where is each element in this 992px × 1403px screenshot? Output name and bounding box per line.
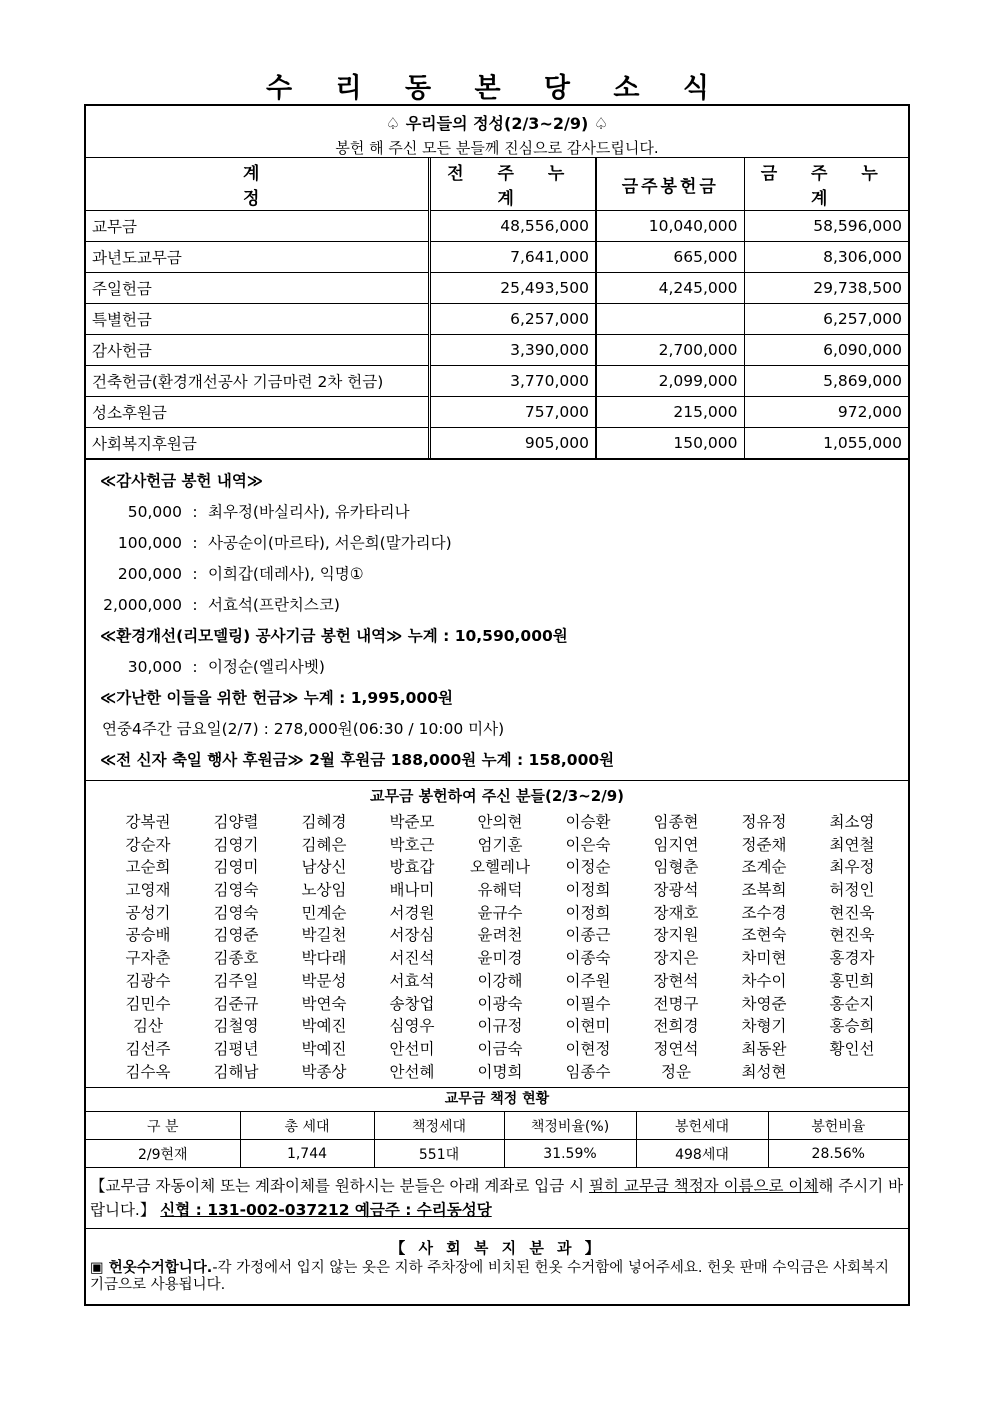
donor-name: 김민수 [125, 994, 171, 1013]
donor-name: 김영숙 [213, 881, 259, 900]
cumulative: 6,090,000 [744, 335, 908, 366]
account-name: 특별헌금 [86, 304, 429, 335]
donor-name: 전명구 [653, 994, 699, 1013]
donor-name: 차형기 [741, 1017, 787, 1036]
col-header: 구 분 [86, 1112, 240, 1140]
table-cell: 1,744 [240, 1140, 374, 1168]
account-name: 사회복지후원금 [86, 428, 429, 459]
cumulative: 6,257,000 [744, 304, 908, 335]
table-cell: 551대 [374, 1140, 504, 1168]
account-name: 과년도교무금 [86, 242, 429, 273]
donor-name: 이광숙 [477, 994, 523, 1013]
donors-section [86, 780, 908, 1087]
donor-name: 최연철 [829, 835, 875, 854]
donor-name: 이현정 [565, 1039, 611, 1058]
donor-name: 이강해 [477, 971, 523, 990]
table-cell: 498세대 [636, 1140, 768, 1168]
this-week: 150,000 [596, 428, 744, 459]
welfare-bold: ▣ 헌옷수거합니다. [90, 1260, 213, 1277]
welfare-section [86, 1228, 908, 1304]
donor-name: 박연숙 [301, 994, 347, 1013]
col-header-prev: 전 주 누 계 [429, 158, 596, 211]
table-row [86, 366, 908, 397]
donor-name: 조수경 [741, 903, 787, 922]
list-item [86, 590, 908, 621]
list-item [86, 652, 908, 683]
donor-name: 조현숙 [741, 926, 787, 945]
this-week: 215,000 [596, 397, 744, 428]
account-text: 【교무금 자동이체 또는 계좌이체를 원하시는 분들은 아래 계좌로 입금 시 [90, 1177, 589, 1196]
donor-name: 박호근 [389, 835, 435, 854]
donor-name: 장재호 [653, 903, 699, 922]
table-row [86, 335, 908, 366]
account-name: 건축헌금(환경개선공사 기금마련 2차 헌금) [86, 366, 429, 397]
col-header-this: 금주봉헌금 [596, 158, 744, 211]
donor-name: 김영기 [213, 835, 259, 854]
donor-name: 조복희 [741, 881, 787, 900]
table-row [86, 1140, 908, 1168]
donor-names: 이희갑(데레사), 익명① [208, 565, 364, 583]
donor-name: 유해덕 [477, 881, 523, 900]
donor-name: 윤려천 [477, 926, 523, 945]
donor-name: 김준규 [213, 994, 259, 1013]
donor-name: 이종근 [565, 926, 611, 945]
donor-name: 이금숙 [477, 1039, 523, 1058]
donor-name: 윤규수 [477, 903, 523, 922]
page-title: 수 리 동 본 당 소 식 [266, 73, 726, 104]
cumulative: 1,055,000 [744, 428, 908, 459]
donor-name: 최성현 [741, 1062, 787, 1081]
account-text-end: 해 주시기 바랍니다.】 [90, 1177, 904, 1220]
table-row [86, 273, 908, 304]
offering-table [86, 158, 908, 458]
poor-heading: ≪가난한 이들을 위한 헌금≫ 누계 : 1,995,000원 [100, 689, 453, 707]
donor-name: 안선미 [389, 1039, 435, 1058]
welfare-content [90, 1260, 904, 1294]
donor-name: 민계순 [301, 903, 347, 922]
donors-grid [86, 811, 908, 1087]
donor-name: 김주일 [213, 971, 259, 990]
donor-name: 현진욱 [829, 926, 875, 945]
donor-name: 심영우 [389, 1017, 435, 1036]
separator: : [192, 503, 198, 521]
donor-name: 김철영 [213, 1017, 259, 1036]
table-cell: 2/9현재 [86, 1140, 240, 1168]
donor-name: 남상신 [301, 858, 347, 877]
col-header-total: 금 주 누 계 [744, 158, 908, 211]
donor-name: 박문성 [301, 971, 347, 990]
donor-name: 허정인 [829, 881, 875, 900]
prev-total: 6,257,000 [429, 304, 596, 335]
account-name: 감사헌금 [86, 335, 429, 366]
donor-name: 장지은 [653, 949, 699, 968]
assessment-table [86, 1112, 908, 1167]
donor-name: 박준모 [389, 813, 435, 831]
col-header-account: 계 정 [86, 158, 429, 211]
prev-total: 3,770,000 [429, 366, 596, 397]
donor-name: 김혜경 [301, 813, 347, 831]
donor-name: 서효석 [389, 971, 435, 990]
cumulative: 29,738,500 [744, 273, 908, 304]
col-header: 봉헌세대 [636, 1112, 768, 1140]
this-week: 665,000 [596, 242, 744, 273]
donor-name: 김혜은 [301, 835, 347, 854]
donor-name: 서장심 [389, 926, 435, 945]
donor-name: 김영숙 [213, 903, 259, 922]
donor-name: 안의현 [477, 813, 523, 831]
account-name: 주일헌금 [86, 273, 429, 304]
donor-name: 이필수 [565, 994, 611, 1013]
offering-header [86, 106, 908, 158]
thanks-heading: ≪감사헌금 봉헌 내역≫ [100, 472, 264, 490]
donor-name: 이현미 [565, 1017, 611, 1036]
table-row [86, 211, 908, 242]
donor-name: 송창업 [389, 994, 435, 1013]
donor-name: 임지연 [653, 835, 699, 854]
list-item [86, 497, 908, 528]
prev-total: 48,556,000 [429, 211, 596, 242]
prev-total: 25,493,500 [429, 273, 596, 304]
donor-name: 김광수 [125, 971, 171, 990]
donor-name: 이규정 [477, 1017, 523, 1036]
donor-names: 사공순이(마르타), 서은희(말가리다) [208, 534, 452, 552]
amount: 2,000,000 [103, 596, 182, 614]
donor-names: 서효석(프란치스코) [208, 596, 340, 614]
donor-name: 최우정 [829, 858, 875, 877]
donor-name: 홍순지 [829, 994, 875, 1013]
this-week: 10,040,000 [596, 211, 744, 242]
poor-line: 연중4주간 금요일(2/7) : 278,000원(06:30 / 10:00 미사) [102, 720, 505, 738]
assessment-title: 교무금 책정 현황 [86, 1088, 908, 1112]
cumulative: 5,869,000 [744, 366, 908, 397]
list-item [86, 559, 908, 590]
offering-details [86, 458, 908, 780]
donor-name: 박종상 [301, 1062, 347, 1081]
account-notice [86, 1167, 908, 1228]
donor-name: 김해남 [213, 1062, 259, 1081]
donor-name: 박다래 [301, 949, 347, 968]
table-row [86, 397, 908, 428]
donor-name: 오헬레나 [470, 858, 530, 877]
donor-name [808, 1061, 896, 1084]
separator: : [192, 565, 198, 583]
bank-account: 신협 : 131-002-037212 예금주 : 수리동성당 [160, 1201, 492, 1220]
donor-name: 차수이 [741, 971, 787, 990]
table-cell: 31.59% [504, 1140, 636, 1168]
cumulative: 972,000 [744, 397, 908, 428]
amount: 50,000 [127, 503, 182, 521]
donor-name: 공승배 [125, 926, 171, 945]
this-week: 2,099,000 [596, 366, 744, 397]
donor-name: 고영재 [125, 881, 171, 900]
donor-name: 황인선 [829, 1039, 875, 1058]
donor-name: 차영준 [741, 994, 787, 1013]
donor-name: 안선혜 [389, 1062, 435, 1081]
donor-name: 차미현 [741, 949, 787, 968]
newbie-heading: ≪전 신자 축일 행사 후원금≫ 2월 후원금 188,000원 누계 : 158,000원 [100, 751, 615, 769]
amount: 200,000 [117, 565, 182, 583]
donor-name: 배나미 [389, 881, 435, 900]
donor-name: 강복권 [125, 813, 171, 831]
this-week [596, 304, 744, 335]
this-week: 2,700,000 [596, 335, 744, 366]
donor-name: 김영준 [213, 926, 259, 945]
offering-subheading: 봉헌 해 주신 모든 분들께 진심으로 감사드립니다. [335, 139, 659, 157]
donor-name: 이승환 [565, 813, 611, 831]
donor-name: 방효갑 [389, 858, 435, 877]
donor-name: 임종현 [653, 813, 699, 831]
table-row [86, 428, 908, 459]
donor-name: 이주원 [565, 971, 611, 990]
amount: 100,000 [117, 534, 182, 552]
donor-name: 서경원 [389, 903, 435, 922]
donor-name: 정연석 [653, 1039, 699, 1058]
donor-name: 이정순 [565, 858, 611, 877]
prev-total: 3,390,000 [429, 335, 596, 366]
donor-name: 박예진 [301, 1017, 347, 1036]
donor-name: 최동완 [741, 1039, 787, 1058]
donor-name: 전희경 [653, 1017, 699, 1036]
donor-name: 장지원 [653, 926, 699, 945]
donor-names: 최우정(바실리사), 유카타리나 [208, 503, 410, 521]
remodel-heading: ≪환경개선(리모델링) 공사기금 봉헌 내역≫ 누계 : 10,590,000원 [100, 627, 568, 645]
prev-total: 757,000 [429, 397, 596, 428]
donor-name: 임형춘 [653, 858, 699, 877]
donor-name: 김종호 [213, 949, 259, 968]
donor-name: 서진석 [389, 949, 435, 968]
donor-name: 고순희 [125, 858, 171, 877]
donors-title: 교무금 봉헌하여 주신 분들(2/3~2/9) [369, 787, 625, 805]
table-cell: 28.56% [768, 1140, 908, 1168]
donor-name: 이정희 [565, 903, 611, 922]
donor-names: 이정순(엘리사벳) [208, 658, 325, 676]
donor-name: 이은숙 [565, 835, 611, 854]
account-name: 교무금 [86, 211, 429, 242]
donor-name: 홍경자 [829, 949, 875, 968]
col-header: 책정세대 [374, 1112, 504, 1140]
this-week: 4,245,000 [596, 273, 744, 304]
donor-name: 장광석 [653, 881, 699, 900]
donor-name: 홍승희 [829, 1017, 875, 1036]
donor-name: 정유정 [741, 813, 787, 831]
separator: : [192, 658, 198, 676]
donor-name: 김양렬 [213, 813, 259, 831]
account-text-underlined: 필히 교무금 책정자 이름으로 이체 [589, 1177, 819, 1196]
separator: : [192, 534, 198, 552]
prev-total: 7,641,000 [429, 242, 596, 273]
donor-name: 김수옥 [125, 1062, 171, 1081]
donor-name: 박길천 [301, 926, 347, 945]
prev-total: 905,000 [429, 428, 596, 459]
donor-name: 김평년 [213, 1039, 259, 1058]
donor-name: 이명희 [477, 1062, 523, 1081]
col-header: 총 세대 [240, 1112, 374, 1140]
separator: : [192, 596, 198, 614]
welfare-title: 【 사 회 복 지 분 과 】 [390, 1239, 604, 1258]
donor-name: 정운 [661, 1062, 691, 1081]
donor-name: 엄기훈 [477, 835, 523, 854]
account-name: 성소후원금 [86, 397, 429, 428]
donor-name: 김영미 [213, 858, 259, 877]
donor-name: 홍민희 [829, 971, 875, 990]
cumulative: 8,306,000 [744, 242, 908, 273]
assessment-section [86, 1087, 908, 1167]
donor-name: 윤미경 [477, 949, 523, 968]
donor-name: 장현석 [653, 971, 699, 990]
welfare-body: -각 가정에서 입지 않는 옷은 지하 주차장에 비치된 헌옷 수거함에 넣어주세요. 헌옷 판매 수익금은 사회복지 기금으로 사용됩니다. [90, 1260, 889, 1294]
donor-name: 조계순 [741, 858, 787, 877]
list-item [86, 528, 908, 559]
donor-name: 구자춘 [125, 949, 171, 968]
donor-name: 이정희 [565, 881, 611, 900]
table-row [86, 242, 908, 273]
donor-name: 김산 [133, 1017, 163, 1036]
donor-name: 정준채 [741, 835, 787, 854]
amount: 30,000 [127, 658, 182, 676]
col-header: 봉헌비율 [768, 1112, 908, 1140]
col-header: 책정비율(%) [504, 1112, 636, 1140]
bulletin-frame [84, 104, 910, 1306]
table-row [86, 304, 908, 335]
donor-name: 공성기 [125, 903, 171, 922]
donor-name: 노상임 [301, 881, 347, 900]
donor-name: 이종숙 [565, 949, 611, 968]
donor-name: 김선주 [125, 1039, 171, 1058]
donor-name: 현진욱 [829, 903, 875, 922]
cumulative: 58,596,000 [744, 211, 908, 242]
donor-name: 최소영 [829, 813, 875, 831]
donor-name: 강순자 [125, 835, 171, 854]
offering-heading: ♤ 우리들의 정성(2/3~2/9) ♤ [385, 114, 609, 133]
donor-name: 임종수 [565, 1062, 611, 1081]
donor-name: 박예진 [301, 1039, 347, 1058]
